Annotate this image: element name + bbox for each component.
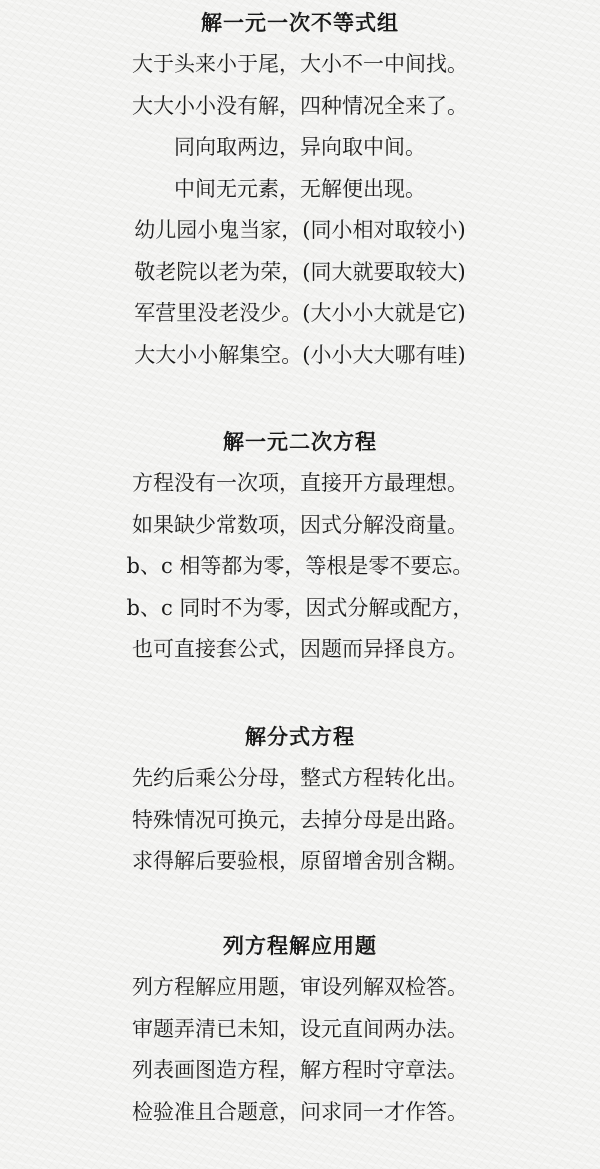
verse-line: 特殊情况可换元，去掉分母是出路。 [132,807,468,832]
verse-line: 大大小小没有解，四种情况全来了。 [132,93,468,118]
section-title: 解一元一次不等式组 [201,10,399,35]
verse-line: b、c 相等都为零，等根是零不要忘。 [126,554,474,578]
verse-line: 审题弄清已未知，设元直间两办法。 [132,1016,468,1041]
section-word-problems [0,925,600,1133]
section-inequality-system [0,2,600,376]
section-quadratic-equation [0,421,600,671]
verse-line: 也可直接套公式，因题而异择良方。 [132,637,468,661]
verse-line: 军营里没老没少。(大小小大就是它) [134,301,466,325]
section-fractional-equation [0,716,600,883]
section-title: 解一元二次方程 [223,429,377,454]
section-title: 解分式方程 [245,724,355,749]
verse-line: 列方程解应用题，审设列解双检答。 [132,975,468,999]
verse-line: b、c 同时不为零，因式分解或配方， [126,595,474,620]
verse-line: 先约后乘公分母，整式方程转化出。 [132,766,468,790]
verse-line: 大于头来小于尾，大小不一中间找。 [132,52,468,76]
verse-line: 大大小小解集空。(小小大大哪有哇) [134,342,466,367]
verse-line: 中间无元素，无解便出现。 [174,176,426,201]
verse-line: 求得解后要验根，原留增舍别含糊。 [132,849,468,873]
verse-line: 同向取两边，异向取中间。 [174,135,426,159]
verse-line: 幼儿园小鬼当家，(同小相对取较小) [134,218,466,242]
section-title: 列方程解应用题 [223,933,377,958]
verse-line: 列表画图造方程，解方程时守章法。 [132,1058,468,1082]
verse-line: 敬老院以老为荣，(同大就要取较大) [134,259,466,284]
verse-line: 方程没有一次项，直接开方最理想。 [132,471,468,495]
verse-line: 如果缺少常数项，因式分解没商量。 [132,512,468,537]
verse-line: 检验准且合题意，问求同一才作答。 [132,1099,468,1124]
